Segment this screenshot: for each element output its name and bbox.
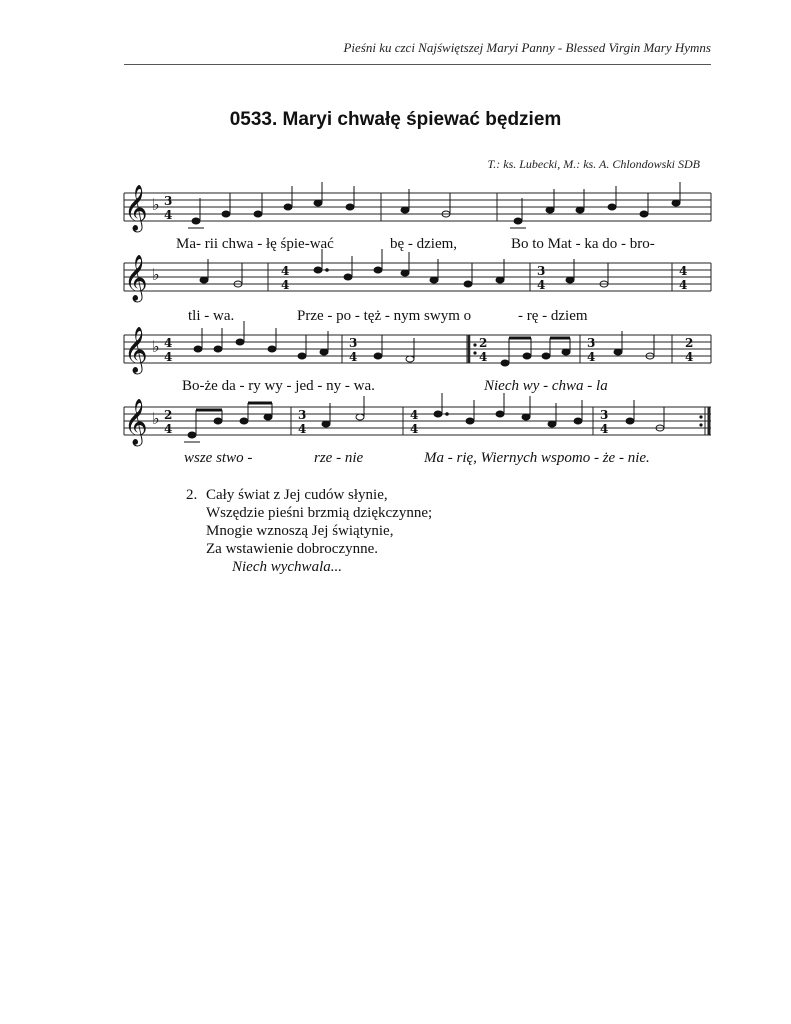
- treble-clef-icon: 𝄞: [124, 185, 148, 231]
- music-score: [0, 0, 791, 480]
- svg-text:3: 3: [349, 336, 358, 350]
- svg-text:4: 4: [349, 350, 358, 364]
- time-signature: [164, 336, 172, 364]
- svg-text:4: 4: [410, 422, 419, 436]
- svg-text:4: 4: [679, 264, 688, 278]
- verse-line: Cały świat z Jej cudów słynie,: [206, 487, 388, 503]
- time-signature: [479, 336, 487, 364]
- svg-text:3: 3: [164, 194, 173, 208]
- svg-text:4: 4: [587, 350, 596, 364]
- lyric-line: Bo to Mat - ka do - bro-: [511, 236, 655, 252]
- svg-text:4: 4: [164, 422, 173, 436]
- time-signature: [164, 194, 172, 222]
- svg-text:3: 3: [537, 264, 546, 278]
- staff-lines-3: [124, 335, 711, 363]
- svg-text:3: 3: [298, 408, 307, 422]
- svg-text:4: 4: [479, 350, 488, 364]
- svg-text:3: 3: [587, 336, 596, 350]
- staff-lines-2: [124, 263, 711, 291]
- flat-icon: ♭: [152, 265, 160, 284]
- svg-text:4: 4: [164, 208, 173, 222]
- svg-text:3: 3: [600, 408, 609, 422]
- lyric-line: Ma- rii chwa - łę śpie-wać: [176, 236, 334, 252]
- lyric-line: - rę - dziem: [518, 308, 588, 324]
- lyric-line: Bo-że da - ry wy - jed - ny - wa.: [182, 378, 375, 394]
- staff-lines-1: [124, 193, 711, 221]
- svg-text:4: 4: [281, 278, 290, 292]
- time-signature: [410, 408, 418, 436]
- svg-text:4: 4: [600, 422, 609, 436]
- svg-text:4: 4: [685, 350, 694, 364]
- time-signature: [281, 264, 289, 292]
- time-signature: [537, 264, 545, 292]
- notes-system-3: [194, 321, 654, 366]
- svg-text:2: 2: [164, 408, 173, 422]
- svg-text:4: 4: [164, 350, 173, 364]
- verse-line: Wszędzie pieśni brzmią dziękczynne;: [206, 505, 433, 521]
- flat-icon: ♭: [152, 409, 160, 428]
- time-signature: [685, 336, 693, 364]
- svg-text:2: 2: [479, 336, 488, 350]
- treble-clef-icon: 𝄞: [124, 399, 148, 445]
- lyric-line: Prze - po - tęż - nym swym o: [297, 308, 472, 324]
- flat-icon: ♭: [152, 337, 160, 356]
- time-signature: [679, 264, 687, 292]
- lyric-line: tli - wa.: [188, 308, 235, 324]
- svg-text:4: 4: [298, 422, 307, 436]
- running-header: Pieśni ku czci Najświętszej Maryi Panny - Blessed Virgin Mary Hymns: [343, 40, 711, 55]
- time-signature: [298, 408, 306, 436]
- song-title: 0533. Maryi chwałę śpiewać będziem: [229, 109, 562, 130]
- svg-text:4: 4: [281, 264, 290, 278]
- svg-text:4: 4: [410, 408, 419, 422]
- treble-clef-icon: 𝄞: [124, 255, 148, 301]
- svg-text:4: 4: [164, 336, 173, 350]
- time-signature: [349, 336, 357, 364]
- svg-text:4: 4: [537, 278, 546, 292]
- flat-icon: ♭: [152, 195, 160, 214]
- time-signature: [600, 408, 608, 436]
- time-signature: [587, 336, 595, 364]
- verse-number: 2.: [186, 487, 198, 503]
- verse-line: Mnogie wznoszą Jej świątynie,: [206, 523, 394, 539]
- song-credits: T.: ks. Lubecki, M.: ks. A. Chlondowski SDB: [487, 157, 700, 171]
- verse-line: Za wstawienie dobroczynne.: [206, 541, 379, 557]
- lyric-line: rze - nie: [314, 450, 364, 466]
- svg-text:4: 4: [679, 278, 688, 292]
- lyric-line: wsze stwo -: [184, 450, 253, 466]
- lyric-line: bę - dziem,: [390, 236, 458, 252]
- verse-lines: [206, 486, 432, 576]
- lyric-line: Niech wy - chwa - la: [484, 378, 608, 394]
- lyric-line: Ma - rię, Wiernych wspomo - że - nie.: [424, 450, 650, 466]
- time-signature: [164, 408, 172, 436]
- notes-system-2: [200, 249, 608, 287]
- verse-refrain: Niech wychwala...: [232, 559, 342, 575]
- svg-text:2: 2: [685, 336, 694, 350]
- treble-clef-icon: 𝄞: [124, 327, 148, 373]
